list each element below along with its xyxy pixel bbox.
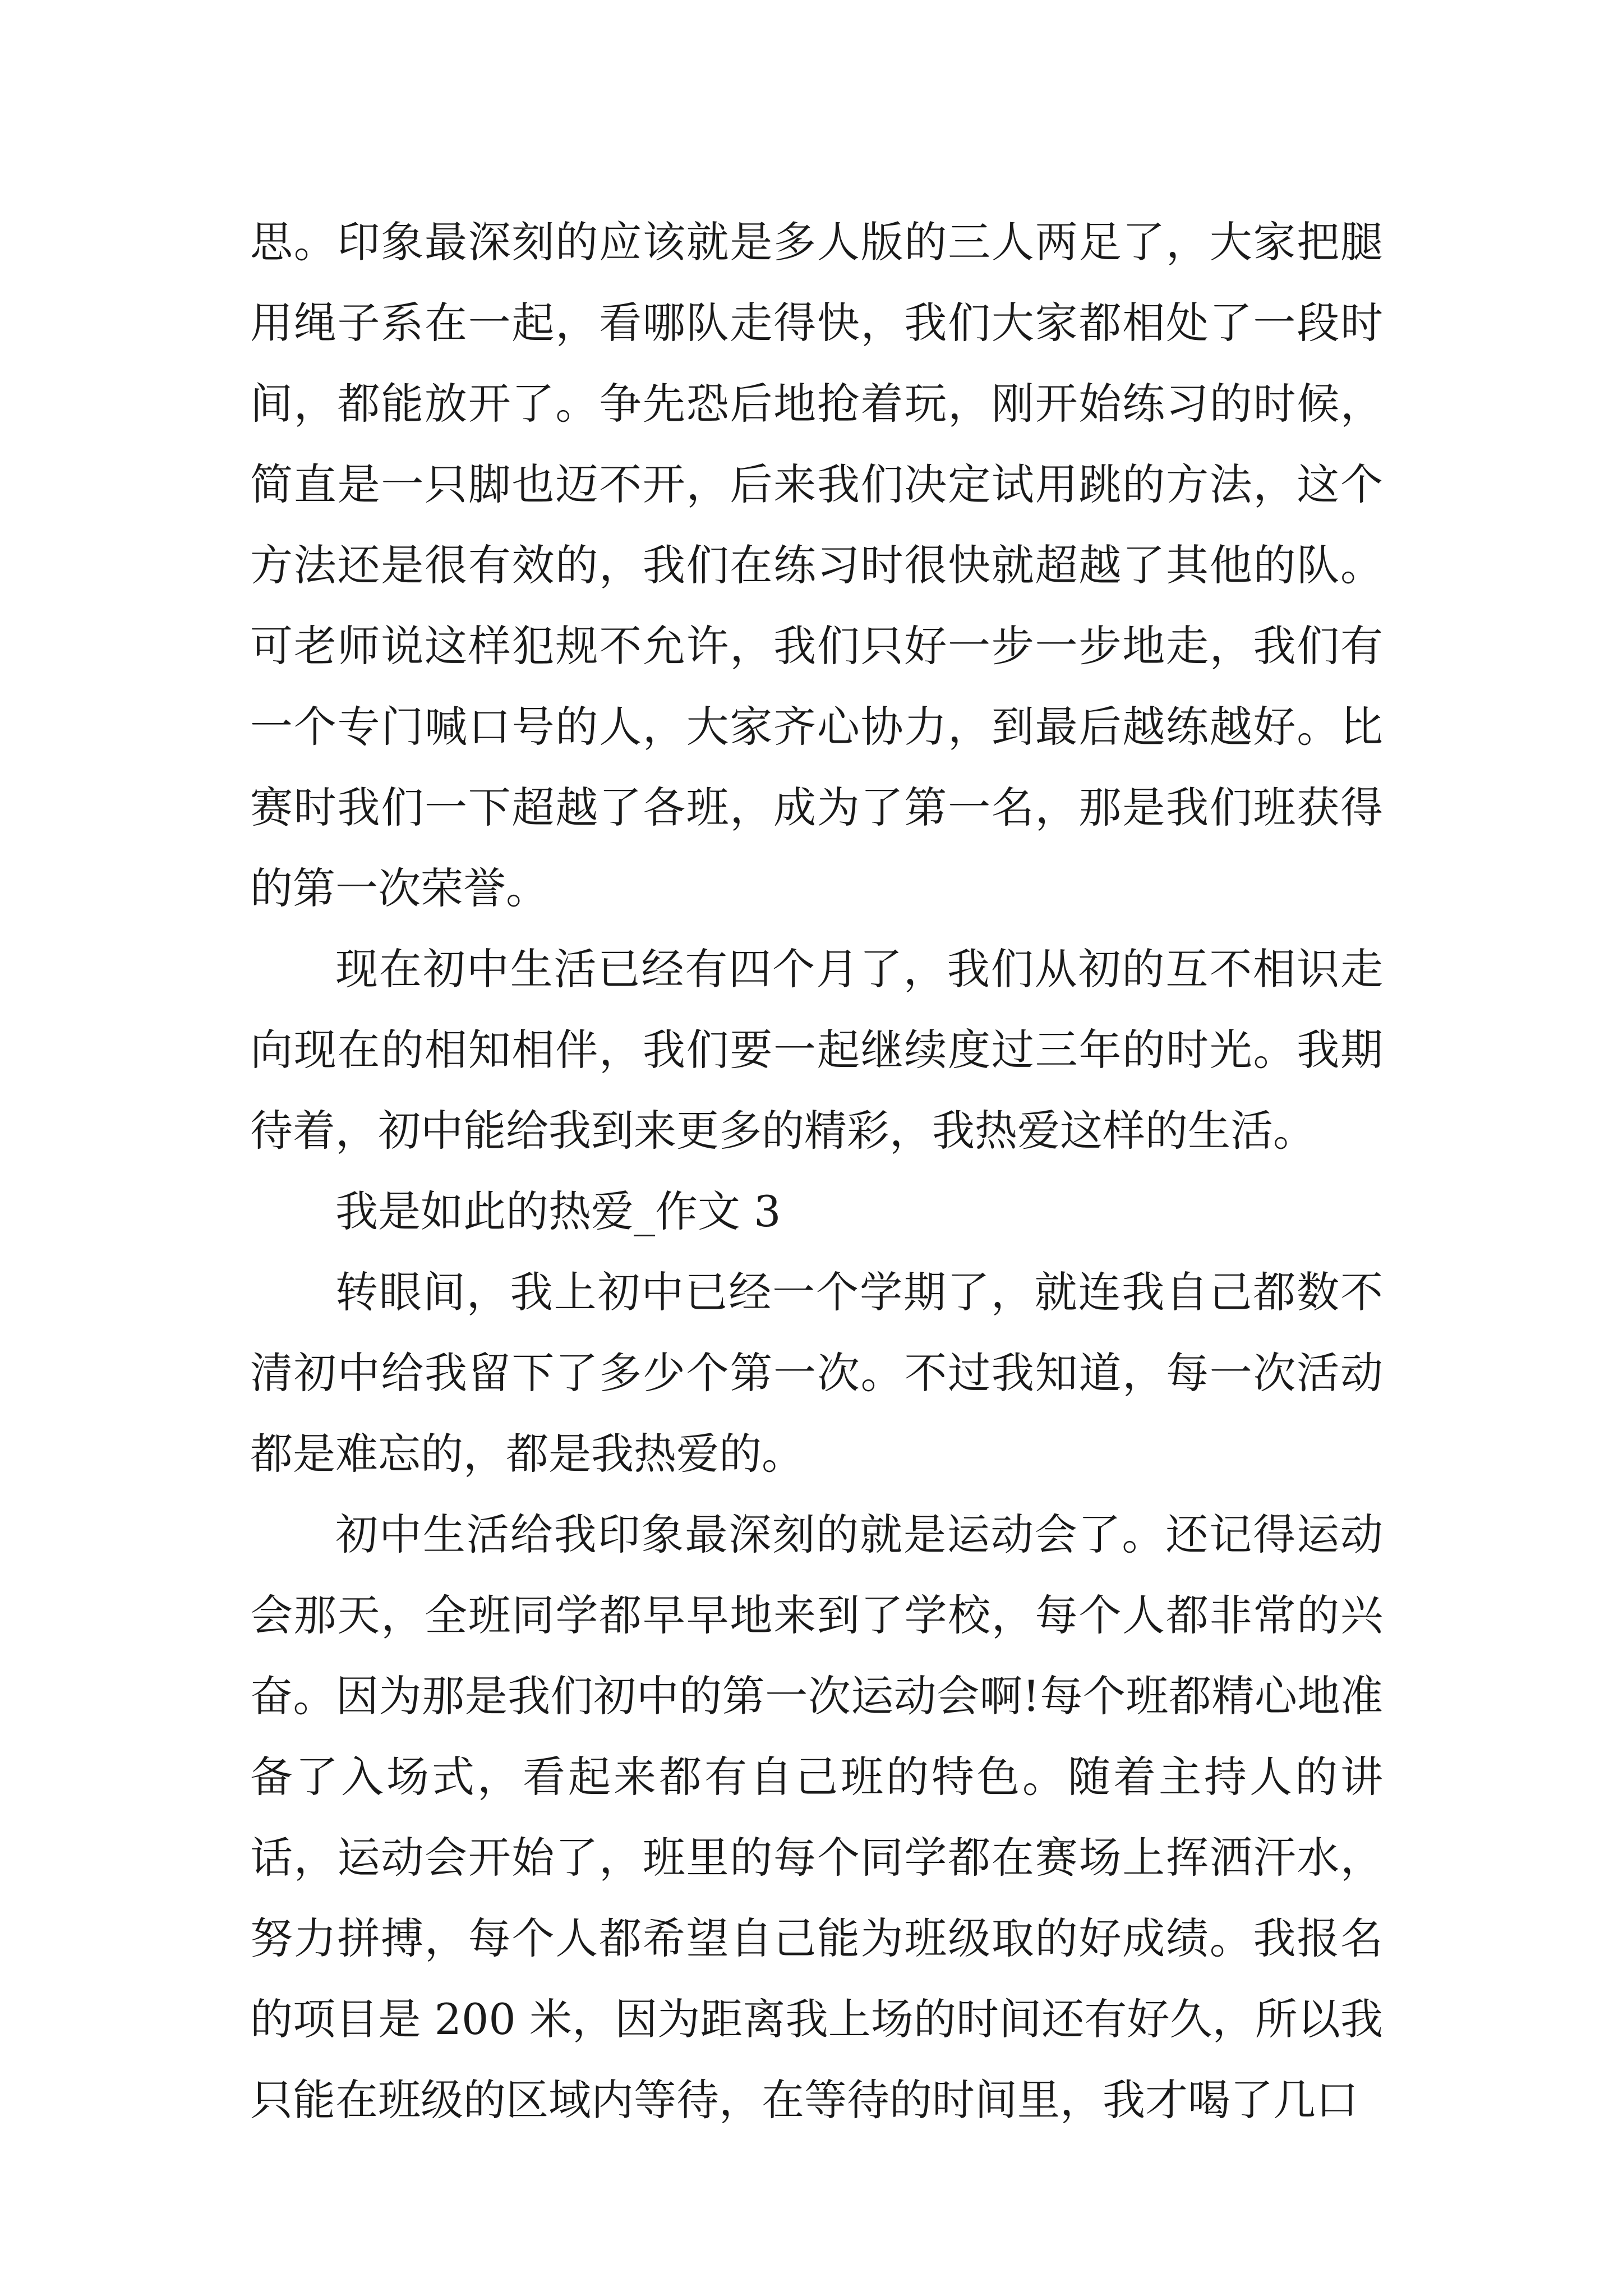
paragraph-continuation: 思。印象最深刻的应该就是多人版的三人两足了，大家把腿用绳子系在一起，看哪队走得快，我们大家都相处了一段时间，都能放开了。争先恐后地抢着玩，刚开始练习的时候，简直是一只脚也迈不开，后来我们决定试用跳的方法，这个方法还是很有效的，我们在练习时很快就超越了其他的队。可老师说这样犯规不允许，我们只好一步一步地走，我们有一个专门喊口号的人，大家齐心协力，到最后越练越好。比赛时我们一下超越了各班，成为了第一名，那是我们班获得的第一次荣誉。 xyxy=(250,217,1383,913)
paragraph-junior-high-life: 现在初中生活已经有四个月了，我们从初的互不相识走向现在的相知相伴，我们要一起继续度过三年的时光。我期待着，初中能给我到来更多的精彩，我热爱这样的生活。 xyxy=(250,944,1383,1156)
paragraph-sports-meet: 初中生活给我印象最深刻的就是运动会了。还记得运动会那天，全班同学都早早地来到了学校，每个人都非常的兴奋。因为那是我们初中的第一次运动会啊!每个班都精心地准备了入场式，看起来都有自己班的特色。随着主持人的讲话，运动会开始了，班里的每个同学都在赛场上挥洒汗水，努力拼搏，每个人都希望自己能为班级取的好成绩。我报名的项目是 200 米，因为距离我上场的时间还有好久，所以我只能在班级的区域内等待，在等待的时间里，我才喝了几口 xyxy=(250,1510,1383,2125)
paragraph-first-semester: 转眼间，我上初中已经一个学期了，就连我自己都数不清初中给我留下了多少个第一次。不过我知道，每一次活动都是难忘的，都是我热爱的。 xyxy=(250,1267,1383,1479)
essay-title: 我是如此的热爱_作文 3 xyxy=(335,1186,781,1236)
body-text xyxy=(250,202,1383,2141)
